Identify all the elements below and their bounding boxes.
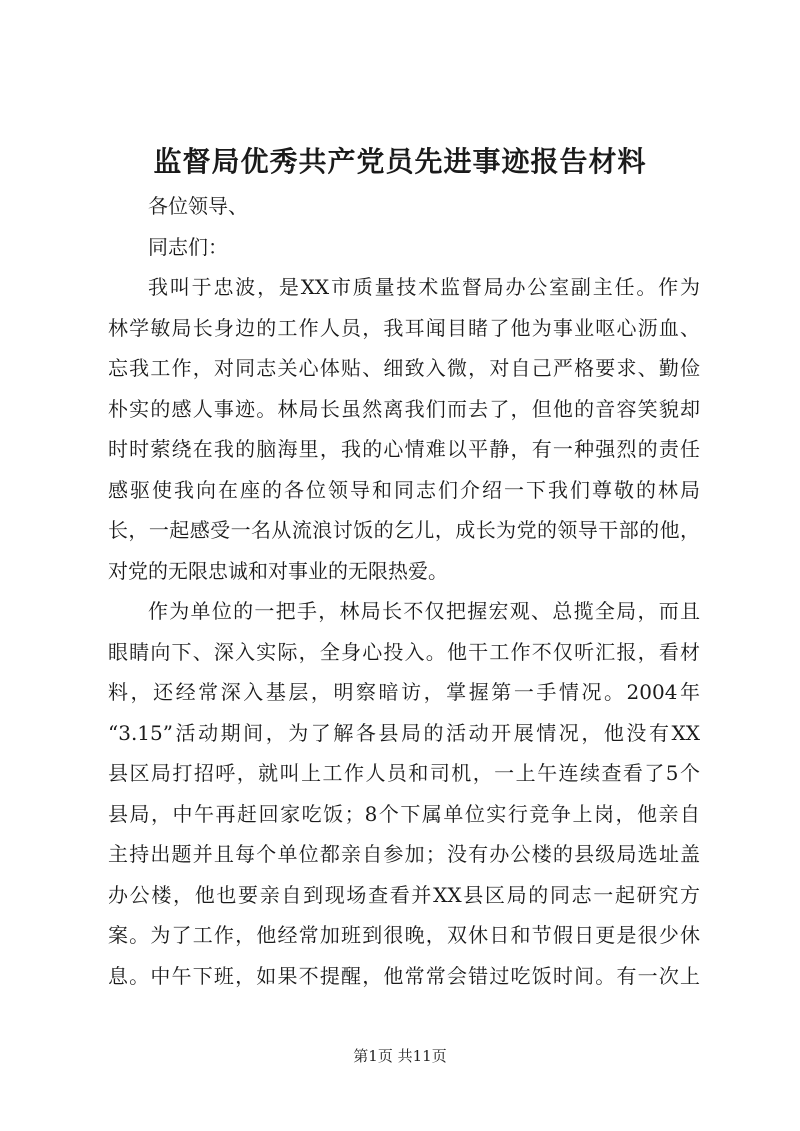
paragraph-2-line: 案。为了工作，他经常加班到很晚，双休日和节假日更是很少休 [108,923,700,947]
paragraph-1-line: 感驱使我向在座的各位领导和同志们介绍一下我们尊敬的林局 [108,477,700,502]
paragraph-1-line: 对党的无限忠诚和对事业的无限热爱。 [108,558,448,583]
paragraph-2-line: “3.15”活动期间，为了解各县局的活动开展情况，他没有XX [108,720,700,745]
paragraph-1-line: 忘我工作，对同志关心体贴、细致入微，对自己严格要求、勤俭 [108,356,700,380]
paragraph-2-line: 息。中午下班，如果不提醒，他常常会错过吃饭时间。有一次上 [108,963,700,988]
page-footer [0,1046,800,1066]
paragraph-2-line: 作为单位的一把手，林局长不仅把握宏观、总揽全局，而且 [148,599,700,623]
paragraph-2-line: 办公楼，他也要亲自到现场查看并XX县区局的同志一起研究方 [108,882,700,907]
paragraph-1-line: 朴实的感人事迹。林局长虽然离我们而去了，但他的音容笑貌却 [108,396,700,421]
paragraph-1-line: 长，一起感受一名从流浪讨饭的乞儿，成长为党的领导干部的他， [108,518,700,542]
document-body [108,186,700,996]
paragraph-1-line: 时时萦绕在我的脑海里，我的心情难以平静，有一种强烈的责任 [108,437,700,461]
paragraph-1-line: 林学敏局长身边的工作人员，我耳闻目睹了他为事业呕心沥血、 [108,315,700,340]
paragraph-2-line: 眼睛向下、深入实际，全身心投入。他干工作不仅听汇报，看材 [108,639,700,664]
page-title: 监督局优秀共产党员先进事迹报告材料 [153,145,647,178]
paragraph-2-line: 主持出题并且每个单位都亲自参加；没有办公楼的县级局选址盖 [108,842,700,866]
salutation-line: 各位领导、 [148,194,248,218]
salutation-line: 同志们： [148,234,228,259]
paragraph-2-line: 县局，中午再赶回家吃饭；8个下属单位实行竞争上岗，他亲自 [108,801,700,826]
paragraph-2-line: 料，还经常深入基层，明察暗访，掌握第一手情况。2004年 [108,680,700,704]
paragraph-2-line: 县区局打招呼，就叫上工作人员和司机，一上午连续查看了5个 [108,761,700,785]
page-number: 第1页 共11页 [353,1047,447,1065]
paragraph-1-line: 我叫于忠波，是XX市质量技术监督局办公室副主任。作为 [148,275,700,299]
